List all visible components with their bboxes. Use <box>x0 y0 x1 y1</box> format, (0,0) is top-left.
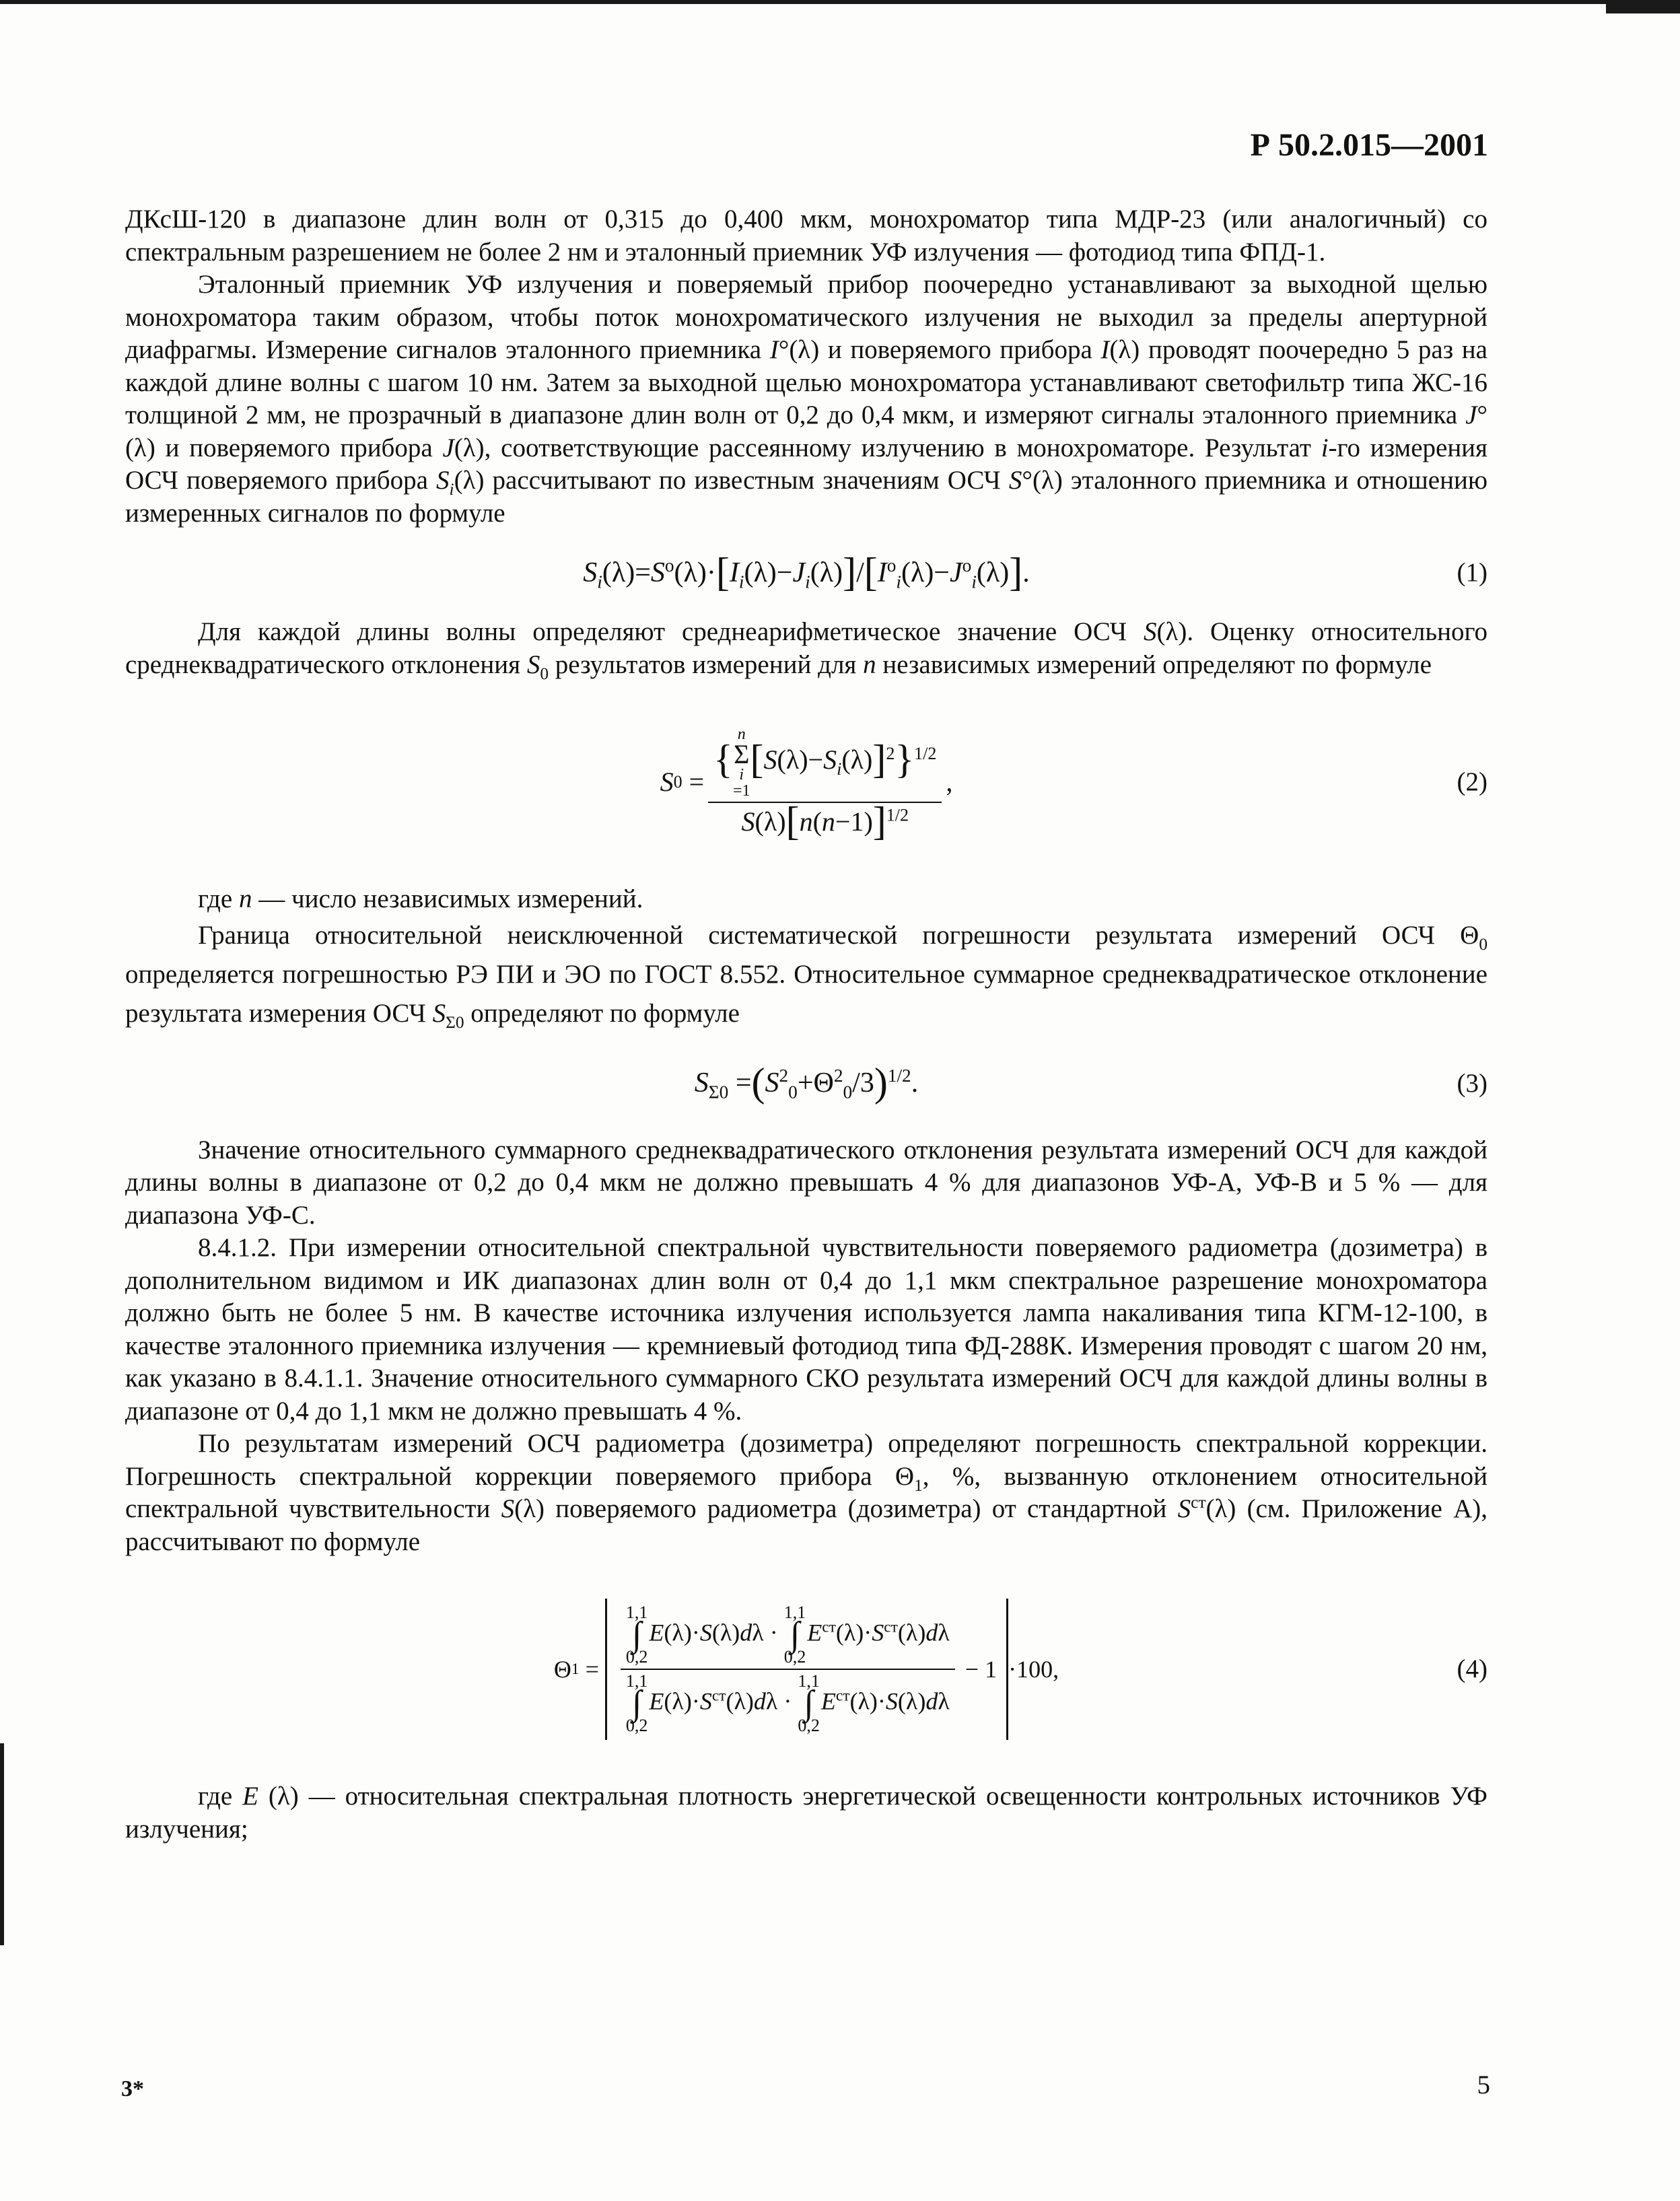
formula-number: (2) <box>1457 767 1488 796</box>
paragraph-1: ДКсШ-120 в диапазоне длин волн от 0,315 до 0,400 мкм, монохроматор типа МДР-23 (или аналогичный) со спектральным разрешением не более 2 нм и эталонный приемник УФ излучения — фотодиод типа ФПД-1. <box>125 205 1488 267</box>
formula-3: $S_{\Sigma 0} =(S^2_0+\Theta^2_0/3)^{1/2}$. (3) <box>694 1060 1488 1105</box>
paragraph-3: Для каждой длины волны определяют среднеарифметическое значение ОСЧ S(λ). Оценку относительного среднеквадратического отклонения $S_0$ результатов измерений для n независимых измерений определяют по формуле <box>125 617 1488 683</box>
page-body <box>125 203 1488 1846</box>
paragraph-8: По результатам измерений ОСЧ радиометра (дозиметра) определяют погрешность спектральной коррекции. Погрешность спектральной коррекции поверяемого прибора $\Theta_1$, %, вызванную отклонением относительной спектральной чувствительности S(λ) поверяемого радиометра (дозиметра) от стандартной $S^{ст}(\lambda)$ (см. Приложение А), рассчитывают по формуле <box>125 1429 1488 1556</box>
paragraph-6: Значение относительного суммарного среднеквадратического отклонения результата измерений ОСЧ для каждой длины волны в диапазоне от 0,2 до 0,4 мкм не должно превышать 4 % для диапазонов УФ-А, УФ-В и 5 % — для диапазона УФ-С. <box>125 1135 1488 1230</box>
fraction: 1,1 ∫ 0,2 E(λ)·S(λ)dλ · 1,1 ∫ 0,2 $E^{ст}(\lambda)\cdot S^{ст}(\lambda)d\lambda$ 1,1 ∫ 0,2 $E(\lambda)\cdot S^{ст}(\lambda)d\lambda$ · 1,1 ∫ 0,2 $E^{ст}(\lambda)\cdot S(\lambda)d\lambda$ <box>621 1604 955 1735</box>
scan-border-top <box>0 0 1680 4</box>
fraction: { n Σ i $=1[S(\lambda)-S_i(\lambda)]^2\}^{1/2}$ $S(\lambda)[n(n-1)]^{1/2}$ <box>708 726 942 839</box>
formula-4: Θ 1 = 1,1 ∫ 0,2 E(λ)·S(λ)dλ · 1,1 ∫ 0,2 $E^{ст}(\lambda)\cdot S^{ст}(\lambda)d\lambda$ 1,1 ∫ 0,2 $E(\lambda)\cdot S^{ст}(\lambda)d\lambda$ · 1,1 ∫ 0,2 $E^{ст}(\lambda)\cdot S(\lambda)d\lambda$ − 1 ·100, (4) <box>125 1558 1488 1780</box>
formula-1: $S_i(\lambda)=S^o(\lambda)\cdot[I_i(\lambda)-J_i(\lambda)]/[I^o_i(\lambda)-J^o_i(\lambda)]$. (1) <box>583 549 1488 594</box>
paragraph-9: где E (λ) — относительная спектральная плотность энергетической освещенности контрольных источников УФ излучения; <box>125 1782 1488 1844</box>
paragraph-7: 8.4.1.2. При измерении относительной спектральной чувствительности поверяемого радиометра (дозиметра) в дополнительном видимом и ИК диапазонах длин волн от 0,4 до 1,1 мкм спектральное разрешение монохроматора должно быть не более 5 нм. В качестве источника излучения используется лампа накаливания типа КГМ-12-100, в качестве эталонного приемника излучения — кремниевый фотодиод типа ФД-288К. Измерения проводят с шагом 20 нм, как указано в 8.4.1.1. Значение относительного суммарного СКО результата измерений ОСЧ для каждой длины волны в диапазоне от 0,4 до 1,1 мкм не должно превышать 4 %. <box>125 1233 1488 1426</box>
paragraph-5: Граница относительной неисключенной систематической погрешности результата измерений ОСЧ $\Theta_0$ определяется погрешностью РЭ ПИ и ЭО по ГОСТ 8.552. Относительное суммарное среднеквадратическое отклонение результата измерения ОСЧ $S_{\Sigma 0}$ определяют по формуле <box>125 920 1488 1032</box>
scan-border-left <box>0 1743 4 1945</box>
formula-2: S 0 = { n Σ i $=1[S(\lambda)-S_i(\lambda)]^2\}^{1/2}$ $S(\lambda)[n(n-1)]^{1/2}$ , (2) <box>660 725 1488 843</box>
scan-border-corner <box>1606 4 1680 13</box>
formula-number: (4) <box>1457 1654 1488 1683</box>
formula-number: (3) <box>1457 1068 1488 1098</box>
document-code: Р 50.2.015—2001 <box>1250 127 1488 163</box>
absolute-value: 1,1 ∫ 0,2 E(λ)·S(λ)dλ · 1,1 ∫ 0,2 $E^{ст}(\lambda)\cdot S^{ст}(\lambda)d\lambda$ 1,1 ∫ 0,2 $E(\lambda)\cdot S^{ст}(\lambda)d\lambda$ · 1,1 ∫ 0,2 $E^{ст}(\lambda)\cdot S(\lambda)d\lambda$ − 1 <box>605 1599 1008 1740</box>
paragraph-2: Эталонный приемник УФ излучения и поверяемый прибор поочередно устанавливают за выходной щелью монохроматора таким образом, чтобы поток монохроматического излучения не выходил за пределы апертурной диафрагмы. Измерение сигналов эталонного приемника I°(λ) и поверяемого прибора I(λ) проводят поочередно 5 раз на каждой длине волны с шагом 10 нм. Затем за выходной щелью монохроматора устанавливают светофильтр типа ЖС-16 толщиной 2 мм, не прозрачный в диапазоне длин волн от 0,2 до 0,4 мкм, и измеряют сигналы эталонного приемника J°(λ) и поверяемого прибора J(λ), соответствующие рассеянному излучению в монохроматоре. Результат i-го измерения ОСЧ поверяемого прибора $S_i(\lambda)$ рассчитывают по известным значениям ОСЧ S°(λ) эталонного приемника и отношению измеренных сигналов по формуле <box>125 270 1488 528</box>
signature-mark: 3* <box>121 2076 144 2101</box>
formula-number: (1) <box>1457 557 1488 587</box>
paragraph-4: где n — число независимых измерений. <box>198 884 643 913</box>
page-number: 5 <box>1477 2070 1490 2099</box>
